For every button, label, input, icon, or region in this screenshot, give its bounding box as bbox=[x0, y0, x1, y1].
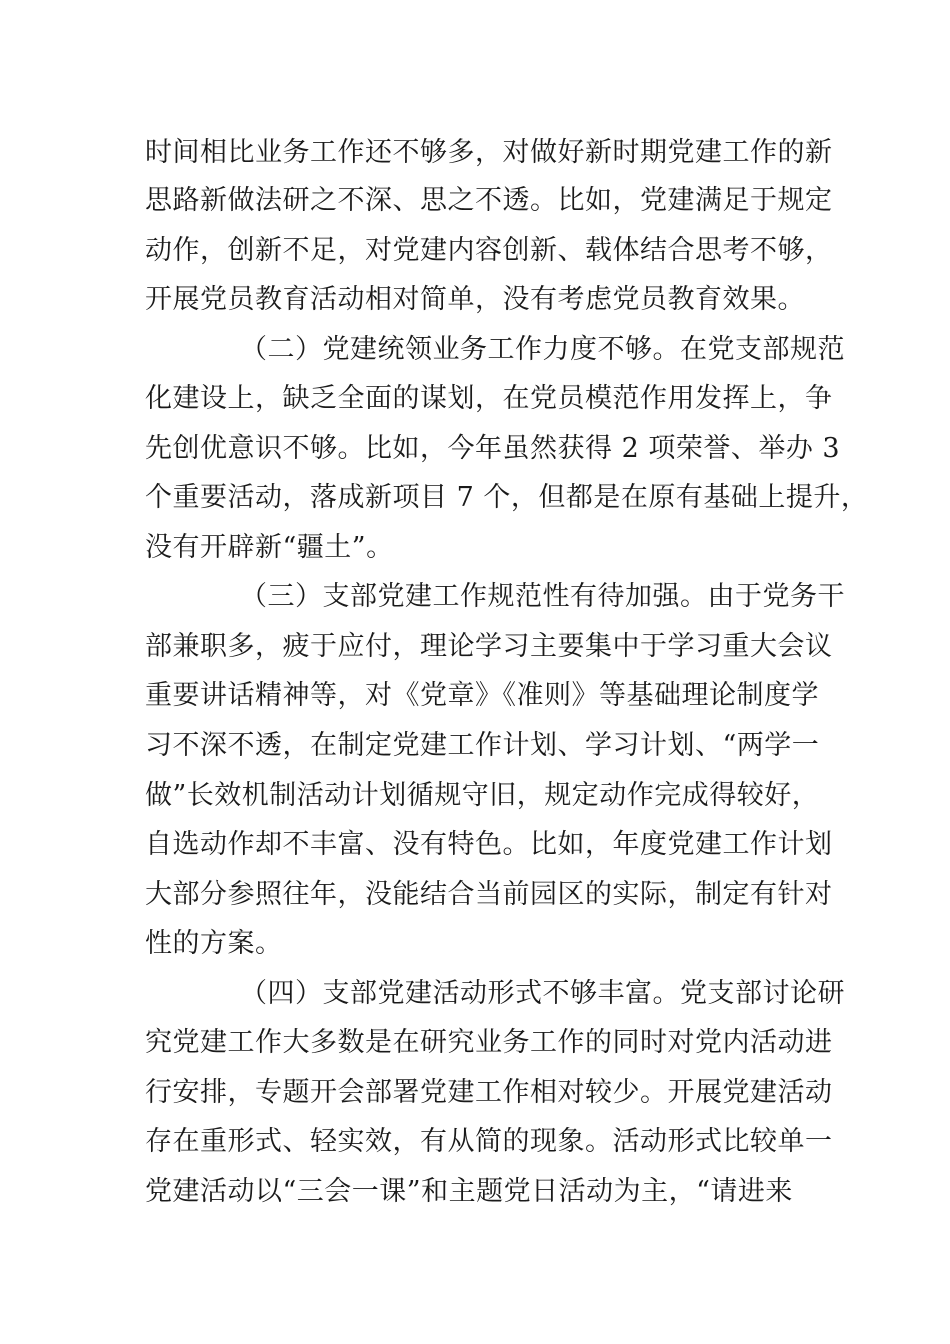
text-line: 动作，创新不足，对党建内容创新、载体结合思考不够， bbox=[145, 235, 833, 266]
text-line: 思路新做法研之不深、思之不透。比如，党建满足于规定 bbox=[145, 185, 833, 216]
text-line: 习不深不透，在制定党建工作计划、学习计划、“两学一 bbox=[145, 730, 820, 761]
text-line: 化建设上，缺乏全面的谋划，在党员模范作用发挥上，争 bbox=[145, 383, 833, 414]
text-line: 党建活动以“三会一课”和主题党日活动为主，“请进来 bbox=[145, 1176, 793, 1207]
text-line: 没有开辟新“疆土”。 bbox=[145, 532, 394, 563]
text-line: 究党建工作大多数是在研究业务工作的同时对党内活动进 bbox=[145, 1027, 833, 1058]
section-heading-line: （四）支部党建活动形式不够丰富。党支部讨论研 bbox=[240, 978, 845, 1009]
text-line: 部兼职多，疲于应付，理论学习主要集中于学习重大会议 bbox=[145, 631, 833, 662]
text-line: 做”长效机制活动计划循规守旧，规定动作完成得较好， bbox=[145, 780, 820, 811]
text-line: 行安排，专题开会部署党建工作相对较少。开展党建活动 bbox=[145, 1077, 833, 1108]
text-line: 大部分参照往年，没能结合当前园区的实际，制定有针对 bbox=[145, 879, 833, 910]
section-heading-line: （三）支部党建工作规范性有待加强。由于党务干 bbox=[240, 581, 845, 612]
text-line: 个重要活动，落成新项目 7 个，但都是在原有基础上提升， bbox=[145, 482, 869, 513]
text-line: 存在重形式、轻实效，有从简的现象。活动形式比较单一 bbox=[145, 1126, 833, 1157]
section-heading-line: （二）党建统领业务工作力度不够。在党支部规范 bbox=[240, 334, 845, 365]
text-line: 先创优意识不够。比如，今年虽然获得 2 项荣誉、举办 3 bbox=[145, 433, 841, 464]
text-line: 重要讲话精神等，对《党章》《准则》等基础理论制度学 bbox=[145, 680, 819, 711]
text-line: 时间相比业务工作还不够多，对做好新时期党建工作的新 bbox=[145, 137, 833, 168]
text-line: 开展党员教育活动相对简单，没有考虑党员教育效果。 bbox=[145, 284, 805, 315]
text-line: 性的方案。 bbox=[145, 928, 283, 959]
text-line: 自选动作却不丰富、没有特色。比如，年度党建工作计划 bbox=[145, 829, 833, 860]
